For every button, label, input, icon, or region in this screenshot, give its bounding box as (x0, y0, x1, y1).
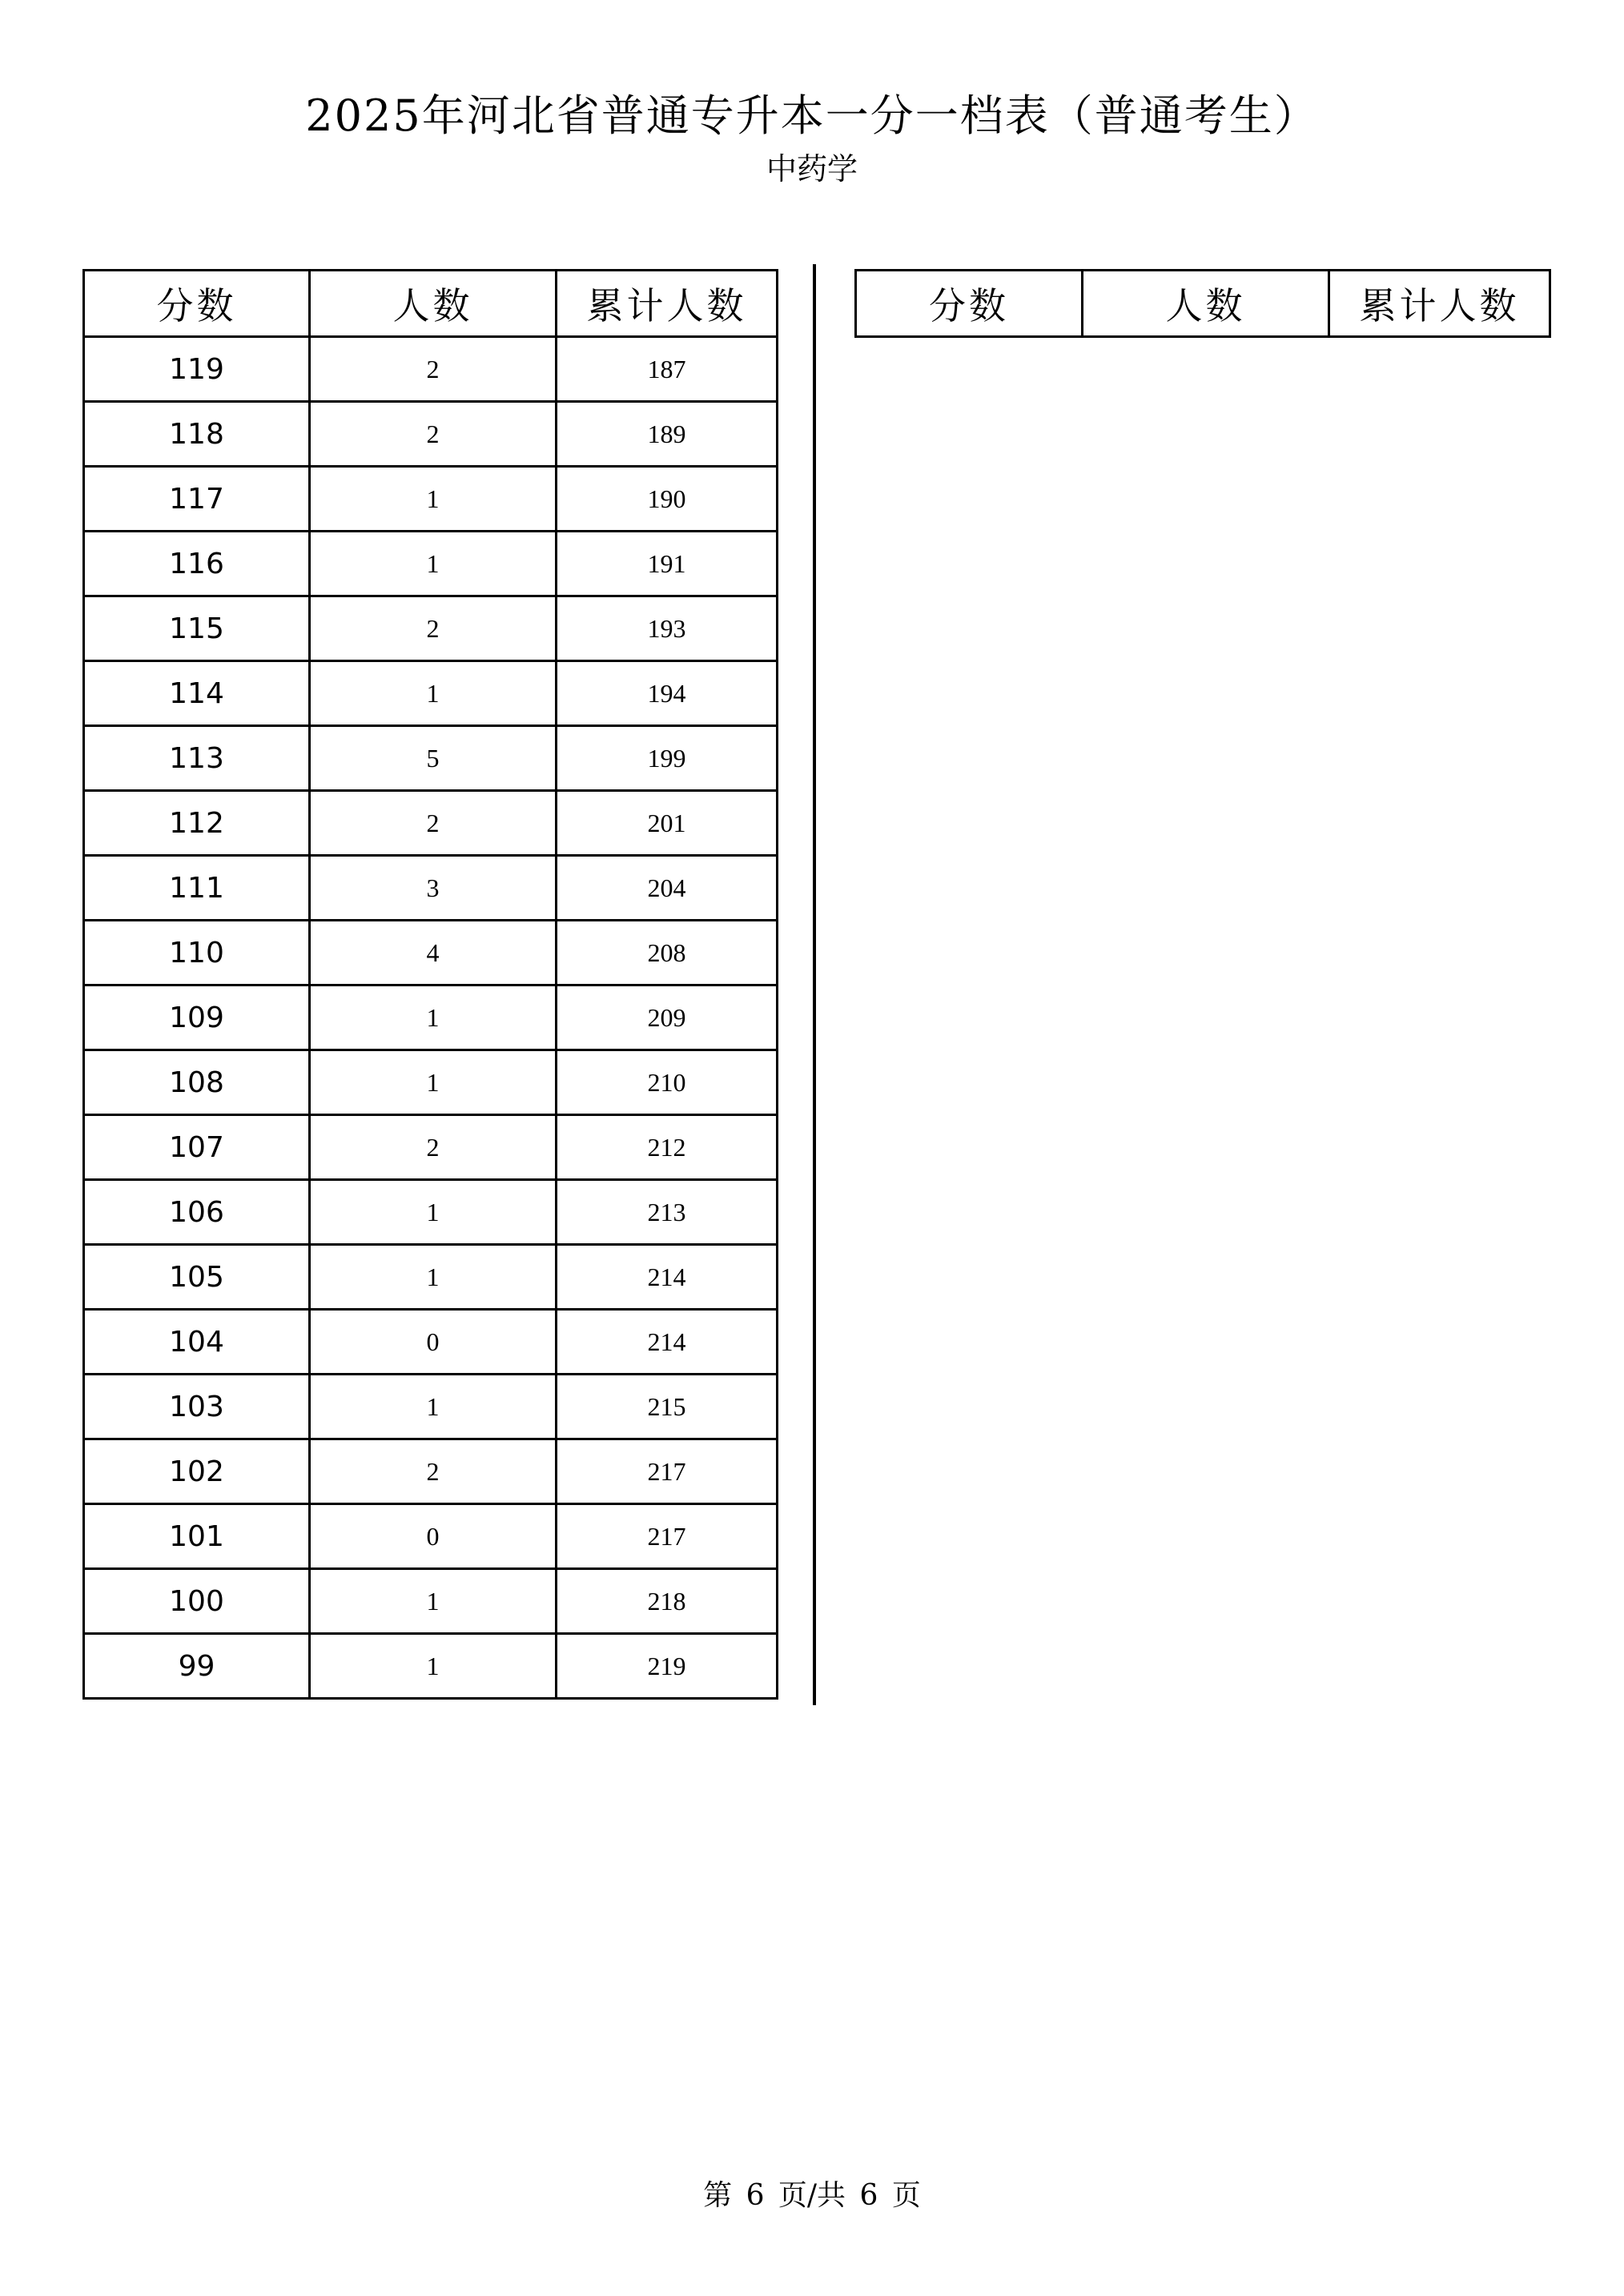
table-row (84, 1180, 778, 1245)
count-cell: 1 (310, 1634, 557, 1699)
count-cell: 1 (310, 1180, 557, 1245)
cumulative-cell: 190 (557, 467, 778, 532)
count-cell: 2 (310, 791, 557, 856)
score-cell: 116 (84, 532, 310, 596)
score-cell: 102 (84, 1439, 310, 1504)
score-cell: 108 (84, 1050, 310, 1115)
count-cell: 1 (310, 1050, 557, 1115)
table-header-row (84, 271, 778, 337)
count-cell: 0 (310, 1310, 557, 1375)
score-cell: 112 (84, 791, 310, 856)
score-cell: 103 (84, 1375, 310, 1439)
cumulative-cell: 214 (557, 1310, 778, 1375)
count-cell: 1 (310, 661, 557, 726)
cumulative-cell: 204 (557, 856, 778, 921)
count-cell: 5 (310, 726, 557, 791)
count-cell: 1 (310, 532, 557, 596)
score-cell: 115 (84, 596, 310, 661)
count-cell: 3 (310, 856, 557, 921)
score-cell: 118 (84, 402, 310, 467)
table-row (84, 1439, 778, 1504)
count-cell: 2 (310, 1115, 557, 1180)
score-cell: 117 (84, 467, 310, 532)
table-row (84, 985, 778, 1050)
table-row (84, 1050, 778, 1115)
cumulative-cell: 201 (557, 791, 778, 856)
score-cell: 105 (84, 1245, 310, 1310)
cumulative-cell: 193 (557, 596, 778, 661)
score-cell: 110 (84, 921, 310, 985)
table-row (84, 1504, 778, 1569)
column-divider (813, 264, 816, 1705)
score-cell: 100 (84, 1569, 310, 1634)
table-row (84, 1245, 778, 1310)
cumulative-cell: 217 (557, 1504, 778, 1569)
table-row (84, 791, 778, 856)
cumulative-cell: 187 (557, 337, 778, 402)
count-cell: 1 (310, 1569, 557, 1634)
score-cell: 113 (84, 726, 310, 791)
header-count: 人数 (1083, 271, 1329, 337)
score-cell: 99 (84, 1634, 310, 1699)
header-score: 分数 (84, 271, 310, 337)
cumulative-cell: 210 (557, 1050, 778, 1115)
page-footer: 第 6 页/共 6 页 (703, 2179, 921, 2212)
header-count: 人数 (310, 271, 557, 337)
score-cell: 106 (84, 1180, 310, 1245)
header-cumulative: 累计人数 (1329, 271, 1550, 337)
count-cell: 1 (310, 1375, 557, 1439)
cumulative-cell: 191 (557, 532, 778, 596)
cumulative-cell: 212 (557, 1115, 778, 1180)
cumulative-cell: 219 (557, 1634, 778, 1699)
cumulative-cell: 199 (557, 726, 778, 791)
table-row (84, 1310, 778, 1375)
table-row (84, 1569, 778, 1634)
cumulative-cell: 189 (557, 402, 778, 467)
table-row (84, 1634, 778, 1699)
score-cell: 119 (84, 337, 310, 402)
cumulative-cell: 217 (557, 1439, 778, 1504)
score-cell: 101 (84, 1504, 310, 1569)
cumulative-cell: 213 (557, 1180, 778, 1245)
page-title: 2025年河北省普通专升本一分一档表（普通考生） (305, 90, 1319, 141)
table-row (84, 467, 778, 532)
table-header-row (856, 271, 1550, 337)
count-cell: 1 (310, 985, 557, 1050)
page-subtitle: 中药学 (766, 151, 858, 187)
table-row (84, 402, 778, 467)
count-cell: 1 (310, 1245, 557, 1310)
table-row (84, 921, 778, 985)
table-row (84, 856, 778, 921)
cumulative-cell: 208 (557, 921, 778, 985)
table-row (84, 532, 778, 596)
score-cell: 114 (84, 661, 310, 726)
cumulative-cell: 209 (557, 985, 778, 1050)
table-row (84, 661, 778, 726)
cumulative-cell: 215 (557, 1375, 778, 1439)
table-row (84, 596, 778, 661)
score-table-right (854, 269, 1551, 338)
cumulative-cell: 218 (557, 1569, 778, 1634)
score-table-left (82, 269, 778, 1700)
cumulative-cell: 194 (557, 661, 778, 726)
score-cell: 107 (84, 1115, 310, 1180)
table-row (84, 726, 778, 791)
count-cell: 2 (310, 337, 557, 402)
score-cell: 111 (84, 856, 310, 921)
header-score: 分数 (856, 271, 1083, 337)
table-row (84, 1375, 778, 1439)
table-row (84, 337, 778, 402)
cumulative-cell: 214 (557, 1245, 778, 1310)
score-table-body (84, 337, 778, 1699)
table-row (84, 1115, 778, 1180)
count-cell: 2 (310, 1439, 557, 1504)
count-cell: 1 (310, 467, 557, 532)
count-cell: 2 (310, 402, 557, 467)
count-cell: 0 (310, 1504, 557, 1569)
header-cumulative: 累计人数 (557, 271, 778, 337)
count-cell: 4 (310, 921, 557, 985)
count-cell: 2 (310, 596, 557, 661)
score-cell: 109 (84, 985, 310, 1050)
score-cell: 104 (84, 1310, 310, 1375)
